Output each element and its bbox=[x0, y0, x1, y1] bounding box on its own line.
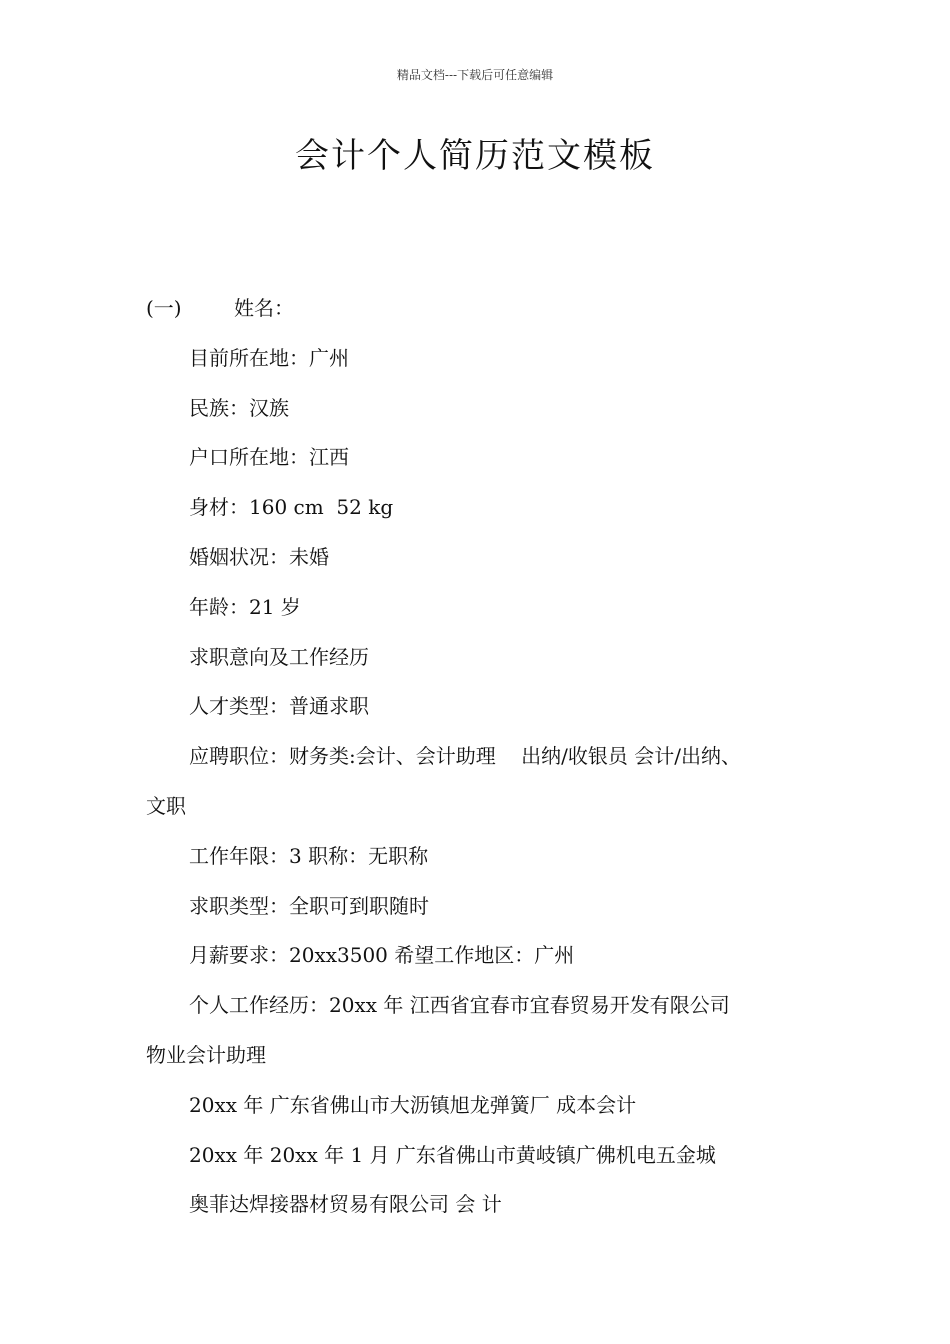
hukou-line: 户口所在地：江西 bbox=[189, 445, 349, 470]
experience-1-continued: 物业会计助理 bbox=[146, 1042, 266, 1067]
resume-body bbox=[146, 284, 826, 1230]
experience-2-line: 20xx 年 广东省佛山市大沥镇旭龙弹簧厂 成本会计 bbox=[189, 1092, 637, 1117]
location-line: 目前所在地：广州 bbox=[189, 345, 349, 370]
experience-3-line: 20xx 年 20xx 年 1 月 广东省佛山市黄岐镇广佛机电五金城 bbox=[189, 1142, 716, 1167]
document-title: 会计个人简历范文模板 bbox=[295, 136, 655, 176]
job-type-line: 求职类型：全职可到职随时 bbox=[189, 893, 429, 918]
years-line: 工作年限：3 职称：无职称 bbox=[189, 843, 429, 868]
position-line-continued: 文职 bbox=[146, 793, 186, 818]
marital-line: 婚姻状况：未婚 bbox=[189, 544, 329, 569]
name-label: 姓名： bbox=[234, 296, 294, 320]
position-line: 应聘职位：财务类:会计、会计助理 出纳/收银员 会计/出纳、 bbox=[189, 744, 742, 769]
ethnicity-line: 民族：汉族 bbox=[189, 395, 289, 420]
talent-type-line: 人才类型：普通求职 bbox=[189, 694, 369, 719]
intent-heading: 求职意向及工作经历 bbox=[189, 644, 369, 669]
header-note: 精品文档---下载后可任意编辑 bbox=[396, 68, 554, 82]
body-stats-line: 身材：160 cm 52 kg bbox=[189, 495, 394, 520]
experience-3-continued: 奥菲达焊接器材贸易有限公司 会 计 bbox=[189, 1192, 502, 1217]
salary-line: 月薪要求：20xx3500 希望工作地区：广州 bbox=[189, 943, 575, 968]
experience-1-line: 个人工作经历：20xx 年 江西省宜春市宜春贸易开发有限公司 bbox=[189, 993, 730, 1018]
section-number: (一) bbox=[146, 296, 182, 320]
section-heading bbox=[146, 284, 826, 334]
age-line: 年龄：21 岁 bbox=[189, 594, 301, 619]
